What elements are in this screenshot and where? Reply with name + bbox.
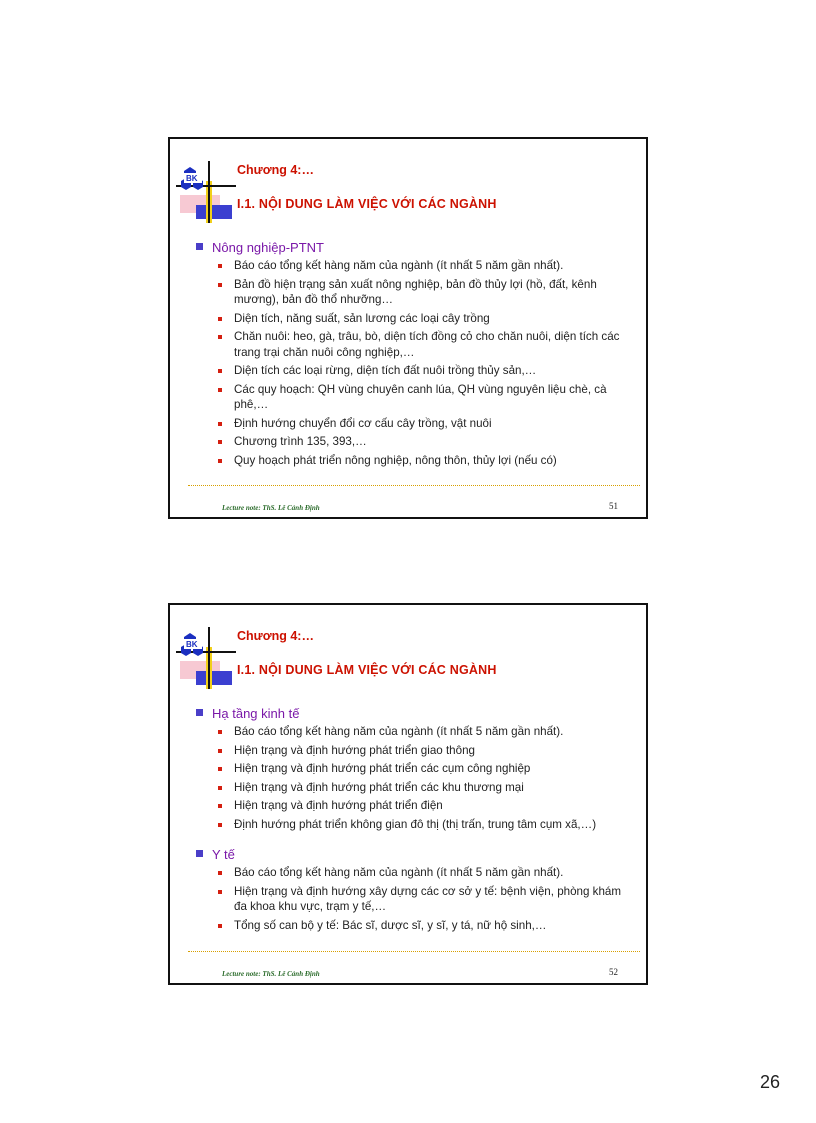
section-ha-tang [194, 705, 628, 832]
bk-logo-icon [176, 161, 236, 223]
list-item [194, 311, 628, 327]
logo-text: BK [186, 174, 198, 183]
list-item [194, 743, 628, 759]
list-item-text: Báo cáo tổng kết hàng năm của ngành (ít nhất 5 năm gần nhất). [234, 866, 564, 879]
bullet-icon [218, 823, 222, 827]
bullet-icon [218, 730, 222, 734]
list-item-text: Chương trình 135, 393,… [234, 435, 367, 448]
list-item [194, 416, 628, 432]
bk-logo-icon [176, 627, 236, 689]
bullet-icon [218, 924, 222, 928]
bullet-icon [218, 871, 222, 875]
bullet-icon [218, 388, 222, 392]
section-y-te [194, 846, 628, 933]
list-item [194, 761, 628, 777]
section-nong-nghiep [194, 239, 628, 468]
list-item [194, 329, 628, 360]
list-item [194, 884, 628, 915]
list-item [194, 780, 628, 796]
list-item-text: Báo cáo tổng kết hàng năm của ngành (ít nhất 5 năm gần nhất). [234, 259, 564, 272]
bullet-icon [218, 283, 222, 287]
bullet-icon [218, 786, 222, 790]
section-title-text: Nông nghiệp-PTNT [212, 240, 324, 255]
bullet-icon [218, 317, 222, 321]
list-item [194, 865, 628, 881]
footer-divider [188, 951, 640, 952]
list-item-text: Chăn nuôi: heo, gà, trâu, bò, diện tích đồng cỏ cho chăn nuôi, diện tích các trang trại chăn nuôi công nghiệp,… [234, 330, 620, 359]
list-item-text: Báo cáo tổng kết hàng năm của ngành (ít nhất 5 năm gần nhất). [234, 725, 564, 738]
bullet-list [194, 258, 628, 468]
bullet-icon [218, 459, 222, 463]
list-item-text: Diện tích, năng suất, sản lương các loại cây trồng [234, 311, 490, 325]
bullet-icon [218, 767, 222, 771]
slide-content [194, 705, 628, 942]
bullet-icon [218, 422, 222, 426]
list-item [194, 258, 628, 274]
list-item-text: Hiện trạng và định hướng phát triển các khu thương mại [234, 780, 524, 794]
bullet-icon [218, 890, 222, 894]
list-item-text: Quy hoạch phát triển nông nghiệp, nông thôn, thủy lợi (nếu có) [234, 453, 557, 467]
list-item-text: Hiện trạng và định hướng phát triển các cụm công nghiệp [234, 762, 531, 775]
slide-number: 51 [609, 501, 618, 511]
bullet-icon [218, 749, 222, 753]
slide-heading: I.1. NỘI DUNG LÀM VIỆC VỚI CÁC NGÀNH [237, 663, 497, 677]
square-bullet-icon [196, 709, 203, 716]
section-title [194, 239, 628, 256]
chapter-title: Chương 4:… [237, 629, 314, 643]
bullet-icon [218, 440, 222, 444]
list-item [194, 434, 628, 450]
list-item [194, 918, 628, 934]
footer-note: Lecture note: ThS. Lê Cảnh Định [222, 504, 320, 512]
list-item [194, 382, 628, 413]
list-item-text: Định hướng phát triển không gian đô thị (thị trấn, trung tâm cụm xã,…) [234, 817, 597, 831]
section-title-text: Hạ tầng kinh tế [212, 706, 300, 721]
bullet-list [194, 865, 628, 933]
list-item [194, 817, 628, 833]
bullet-icon [218, 264, 222, 268]
list-item-text: Hiện trạng và định hướng xây dựng các cơ sở y tế: bệnh viện, phòng khám đa khoa khu vực, trạm y tế,… [234, 884, 622, 913]
list-item [194, 724, 628, 740]
bullet-icon [218, 804, 222, 808]
logo-text: BK [186, 640, 198, 649]
chapter-title: Chương 4:… [237, 163, 314, 177]
list-item-text: Hiện trạng và định hướng phát triển giao thông [234, 743, 475, 757]
list-item-text: Bản đồ hiện trạng sản xuất nông nghiệp, bản đồ thủy lợi (hồ, đất, kênh mương), bản đồ thổ nhưỡng… [234, 277, 597, 306]
list-item [194, 453, 628, 469]
list-item-text: Diện tích các loại rừng, diện tích đất nuôi trồng thủy sản,… [234, 364, 537, 377]
footer-note: Lecture note: ThS. Lê Cảnh Định [222, 970, 320, 978]
section-title [194, 705, 628, 722]
bullet-icon [218, 335, 222, 339]
slide-content [194, 239, 628, 477]
section-title [194, 846, 628, 863]
list-item-text: Hiện trạng và định hướng phát triển điện [234, 799, 443, 812]
slide-52 [168, 603, 648, 985]
list-item [194, 363, 628, 379]
slide-heading: I.1. NỘI DUNG LÀM VIỆC VỚI CÁC NGÀNH [237, 197, 497, 211]
slide-number: 52 [609, 967, 618, 977]
list-item-text: Định hướng chuyển đổi cơ cấu cây trồng, vật nuôi [234, 416, 492, 430]
square-bullet-icon [196, 850, 203, 857]
bullet-list [194, 724, 628, 832]
list-item [194, 798, 628, 814]
footer-divider [188, 485, 640, 486]
list-item-text: Các quy hoạch: QH vùng chuyên canh lúa, QH vùng nguyên liệu chè, cà phê,… [234, 382, 607, 411]
square-bullet-icon [196, 243, 203, 250]
bullet-icon [218, 369, 222, 373]
slide-51 [168, 137, 648, 519]
list-item-text: Tổng số can bộ y tế: Bác sĩ, dược sĩ, y sĩ, y tá, nữ hộ sinh,… [234, 918, 547, 932]
page-number: 26 [760, 1072, 781, 1092]
list-item [194, 277, 628, 308]
section-title-text: Y tế [212, 847, 235, 862]
